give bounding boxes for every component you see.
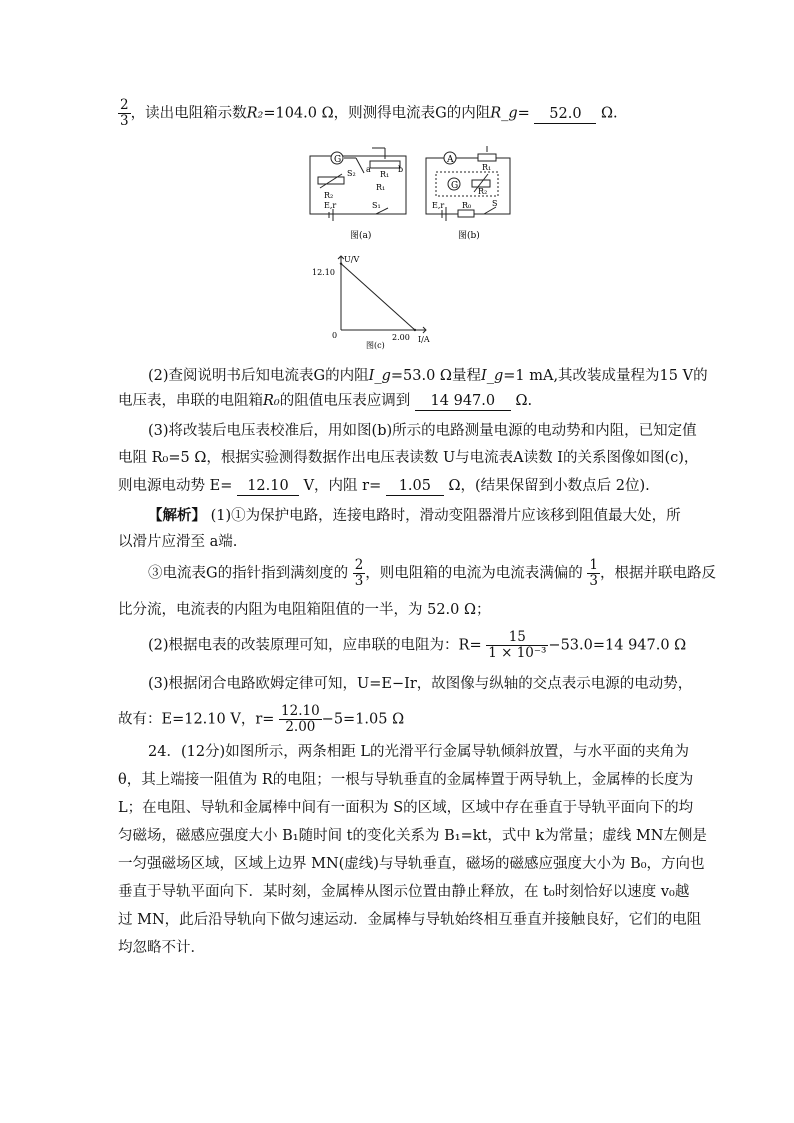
- svg-text:R₂: R₂: [324, 191, 334, 200]
- svg-text:R₂: R₂: [478, 187, 488, 196]
- svg-text:R₁: R₁: [380, 170, 390, 179]
- series-line-0: [341, 264, 415, 330]
- svg-text:E,r: E,r: [324, 201, 337, 210]
- q24-line-8: 均忽略不计．: [118, 940, 205, 956]
- answer-blank-emf: 12.10: [237, 477, 299, 496]
- answer-blank-rg: 52.0: [534, 105, 596, 124]
- svg-text:G: G: [334, 155, 342, 165]
- x-axis-label: I/A: [418, 335, 430, 344]
- fraction-two-thirds: $\frac{2}{3}$: [120, 97, 129, 129]
- caption-figure-a: 图(a): [350, 231, 372, 241]
- y-axis-label: U/V: [344, 255, 360, 264]
- q2-line-2: 电压表，串联的电阻箱R₀的阻值电压表应调到 14 947.0 Ω.: [118, 393, 533, 409]
- svg-text:S: S: [492, 199, 498, 208]
- analysis-line-5: (2)根据电表的改装原理可知，应串联的电阻为：R= $\frac{15}{\text{1 × 10⁻³}}$ −53.0=14 947.0 Ω: [148, 629, 687, 661]
- q24-line-6: 垂直于导轨平面向下．某时刻，金属棒从图示位置由静止释放，在 t₀时刻恰好以速度 v₀越: [118, 884, 690, 900]
- svg-text:b: b: [398, 165, 404, 174]
- analysis-line-6: (3)根据闭合电路欧姆定律可知，U=E−Ir，故图像与纵轴的交点表示电源的电动势，: [148, 676, 693, 692]
- q24-line-7: 过 MN，此后沿导轨向下做匀速运动．金属棒与导轨始终相互垂直并接触良好，它们的电阻: [118, 912, 702, 928]
- answer-blank-internal-resistance: 1.05: [386, 477, 444, 496]
- svg-text:E,r: E,r: [432, 201, 445, 210]
- q24-line-5: 一匀强磁场区域，区域上边界 MN(虚线)与导轨垂直，磁场的磁感应强度大小为 B₀，方向也: [118, 856, 705, 872]
- svg-text:S₁: S₁: [372, 201, 381, 210]
- caption-figure-b: 图(b): [458, 231, 480, 241]
- y-tick-label: 12.10: [312, 268, 335, 277]
- x-tick-label: 2.00: [392, 333, 410, 342]
- analysis-tag: 【解析】: [148, 507, 206, 524]
- analysis-line-3: ③电流表G的指针指到满刻度的 $\frac{2}{3}$ ，则电阻箱的电流为电流表满偏的 $\frac{1}{3}$ ，根据并联电路反: [148, 557, 716, 589]
- q3-line-3: 则电源电动势 E= 12.10 V，内阻 r= 1.05 Ω，(结果保留到小数点后 2位).: [118, 478, 650, 494]
- q3-line-1: (3)将改装后电压表校准后，用如图(b)所示的电路测量电源的电动势和内阻，已知定值: [148, 423, 697, 439]
- svg-text:a: a: [366, 165, 371, 174]
- analysis-line-2: 以滑片应滑至 a端.: [118, 534, 238, 550]
- svg-text:G: G: [451, 181, 459, 191]
- data-point: [414, 329, 416, 331]
- analysis-line-4: 比分流，电流表的内阻为电阻箱阻值的一半，为 52.0 Ω；: [118, 602, 491, 618]
- svg-text:R₁: R₁: [482, 163, 492, 172]
- q24-line-2: θ，其上端接一阻值为 R的电阻；一根与导轨垂直的金属棒置于两导轨上，金属棒的长度为: [118, 772, 694, 788]
- svg-text:R₀: R₀: [462, 201, 472, 210]
- svg-text:R₁: R₁: [376, 183, 386, 192]
- analysis-line-7: 故有：E=12.10 V，r= $\frac{12.10}{2.00}$ −5=1.05 Ω: [118, 703, 405, 735]
- svg-text:A: A: [447, 155, 454, 165]
- caption-figure-c: 图(c): [366, 341, 385, 350]
- q24-line-3: L；在电阻、导轨和金属棒中间有一面积为 S的区域，区域中存在垂直于导轨平面向下的均: [118, 800, 694, 816]
- ui-chart-figure-c: [306, 250, 436, 354]
- q3-line-2: 电阻 R₀=5 Ω，根据实验测得数据作出电压表读数 U与电流表A读数 I的关系图像如图(c)，: [118, 450, 699, 466]
- q24-line-4: 匀磁场，磁感应强度大小 B₁随时间 t的变化关系为 B₁=kt，式中 k为常量；虚线 MN左侧是: [118, 828, 707, 844]
- origin-tick-label: 0: [332, 331, 338, 340]
- q24-line-1: 24．(12分)如图所示，两条相距 L的光滑平行金属导轨倾斜放置，与水平面的夹角为: [148, 744, 689, 760]
- analysis-line-1: 【解析】 (1)①为保护电路，连接电路时，滑动变阻器滑片应该移到阻值最大处，所: [148, 507, 681, 524]
- q2-line-1: (2)查阅说明书后知电流表G的内阻I_g=53.0 Ω量程I_g=1 mA,其改装成量程为15 V的: [148, 368, 708, 384]
- answer-blank-r0: 14 947.0: [415, 392, 511, 411]
- circuit-figure-b: [422, 146, 514, 246]
- circuit-figure-a: [306, 146, 412, 246]
- data-point: [340, 262, 342, 264]
- svg-text:S₂: S₂: [347, 169, 356, 178]
- answer-line-rg: $\frac{2}{3}$ ，读出电阻箱示数R₂=104.0 Ω，则测得电流表G的内阻R_g= 52.0 Ω.: [120, 97, 618, 129]
